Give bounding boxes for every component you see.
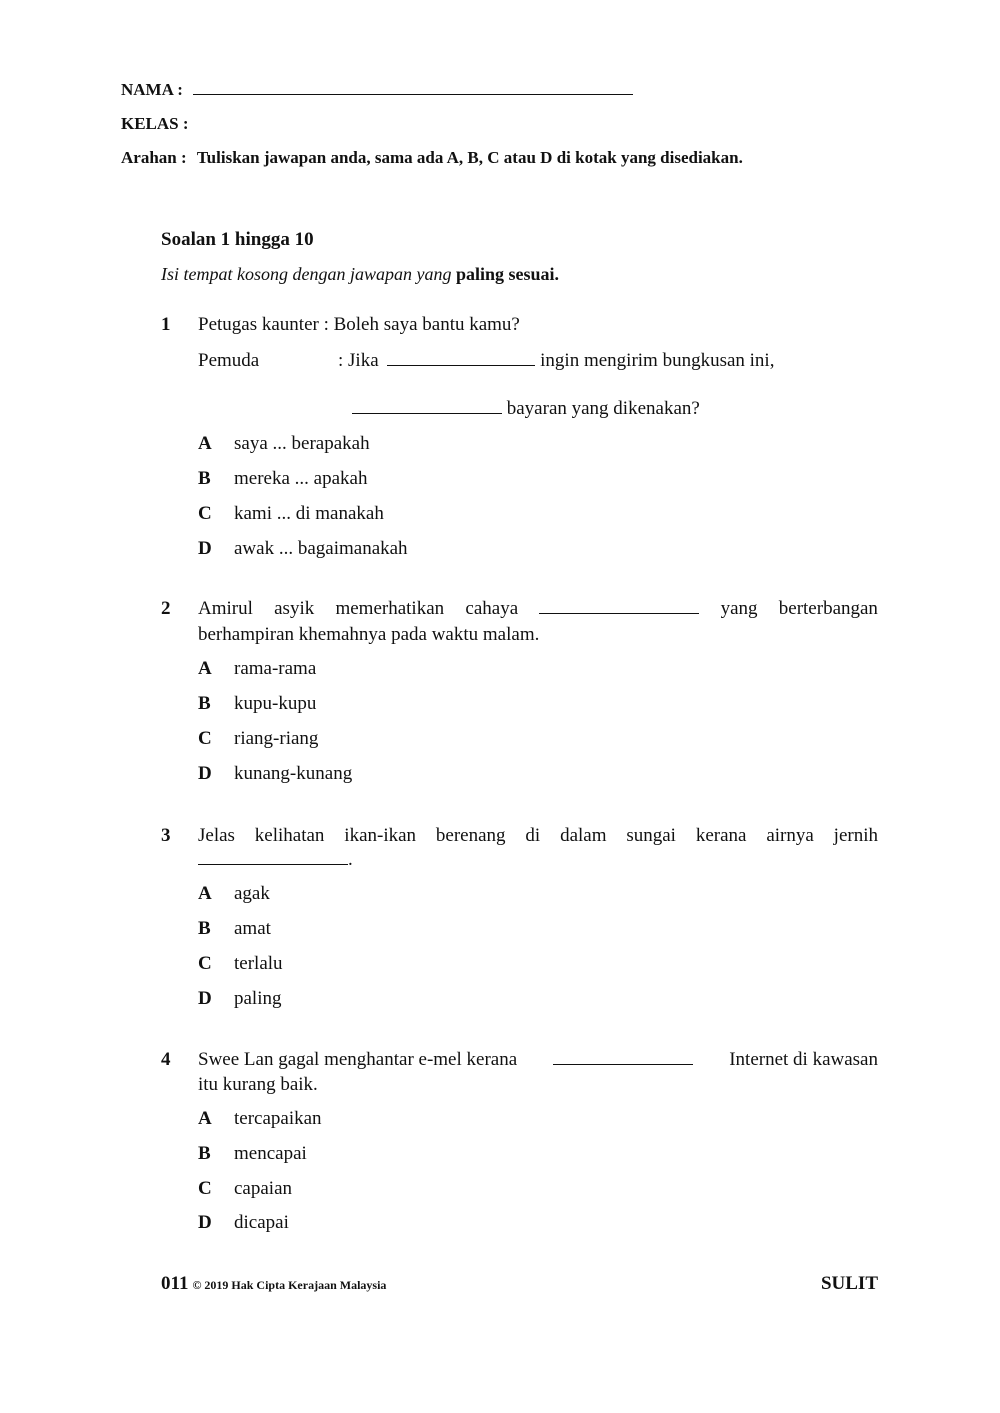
- q3-word: di: [525, 825, 541, 846]
- q2-option-a[interactable]: [198, 658, 212, 680]
- option-letter: B: [198, 918, 211, 939]
- arahan-label: Arahan :: [121, 148, 187, 167]
- footer-code: 011: [161, 1273, 189, 1294]
- q1-line1-text: Boleh saya bantu kamu?: [333, 314, 520, 335]
- q2-line2: berhampiran khemahnya pada waktu malam.: [198, 624, 540, 645]
- q3-option-a-text: agak: [234, 883, 270, 904]
- q1-option-c[interactable]: [198, 503, 212, 525]
- q2-option-b-text: kupu-kupu: [234, 693, 317, 714]
- q2-blank[interactable]: [539, 613, 699, 614]
- kelas-label: KELAS :: [121, 114, 189, 133]
- arahan-row: [121, 148, 743, 168]
- q3-blank[interactable]: [198, 864, 348, 865]
- q1-option-b[interactable]: [198, 468, 211, 490]
- q2-option-c[interactable]: [198, 728, 212, 750]
- q4-after-blank: Internet di kawasan: [729, 1049, 878, 1070]
- q3-word: kelihatan: [254, 825, 325, 846]
- q4-number: 4: [161, 1049, 171, 1070]
- option-letter: A: [198, 658, 212, 679]
- q3-number: 3: [161, 825, 171, 846]
- q4-option-b[interactable]: [198, 1143, 211, 1165]
- q2-option-d[interactable]: [198, 763, 212, 785]
- q1-line2: [338, 350, 774, 372]
- footer-copyright: © 2019 Hak Cipta Kerajaan Malaysia: [192, 1278, 387, 1292]
- option-letter: D: [198, 538, 212, 559]
- q2-word: asyik: [274, 598, 315, 619]
- q2-option-a-text: rama-rama: [234, 658, 317, 679]
- q2-line1: [198, 598, 878, 620]
- q3-word: dalam: [560, 825, 607, 846]
- option-letter: B: [198, 1143, 211, 1164]
- nama-row: [121, 80, 633, 100]
- q3-word: Jelas: [198, 825, 235, 846]
- q1-speaker2: Pemuda: [198, 350, 260, 371]
- option-letter: C: [198, 728, 212, 749]
- q1-line1: [198, 314, 520, 336]
- q1-option-a-text: saya ... berapakah: [234, 433, 370, 454]
- q1-option-c-text: kami ... di manakah: [234, 503, 384, 524]
- option-letter: B: [198, 468, 211, 489]
- q2-word: yang: [720, 598, 758, 619]
- q1-line3: [352, 398, 700, 420]
- q4-before-blank: Swee Lan gagal menghantar e-mel kerana: [198, 1049, 518, 1070]
- option-letter: A: [198, 433, 212, 454]
- q4-option-a[interactable]: [198, 1108, 212, 1130]
- footer-classification: SULIT: [820, 1273, 878, 1294]
- q2-word: memerhatikan: [335, 598, 445, 619]
- q3-line2: [198, 849, 353, 871]
- q4-option-c-text: capaian: [234, 1178, 293, 1199]
- q2-option-c-text: riang-riang: [234, 728, 319, 749]
- section-title: Soalan 1 hingga 10: [161, 229, 314, 250]
- option-letter: A: [198, 1108, 212, 1129]
- q4-blank[interactable]: [553, 1064, 693, 1065]
- option-letter: C: [198, 503, 212, 524]
- q1-number: 1: [161, 314, 171, 335]
- q1-speaker1: Petugas kaunter :: [198, 314, 329, 335]
- q4-line1: [198, 1049, 878, 1071]
- q4-option-d[interactable]: [198, 1212, 212, 1234]
- q4-line2: itu kurang baik.: [198, 1074, 318, 1095]
- q1-blank-1[interactable]: [387, 365, 535, 366]
- q4-option-c[interactable]: [198, 1178, 212, 1200]
- q4-option-a-text: tercapaikan: [234, 1108, 322, 1129]
- option-letter: D: [198, 763, 212, 784]
- q3-line1: [198, 825, 878, 847]
- q2-word: cahaya: [465, 598, 519, 619]
- q3-option-c[interactable]: [198, 953, 212, 975]
- option-letter: D: [198, 988, 212, 1009]
- q3-end-punct: .: [348, 849, 353, 870]
- q3-word: jernih: [833, 825, 878, 846]
- q1-option-d[interactable]: [198, 538, 212, 560]
- q3-word: ikan-ikan: [344, 825, 417, 846]
- option-letter: A: [198, 883, 212, 904]
- q3-option-a[interactable]: [198, 883, 212, 905]
- option-letter: D: [198, 1212, 212, 1233]
- option-letter: B: [198, 693, 211, 714]
- nama-label: NAMA :: [121, 80, 183, 99]
- q1-after-blank1: ingin mengirim bungkusan ini,: [540, 350, 775, 371]
- q1-blank-2[interactable]: [352, 413, 502, 414]
- option-letter: C: [198, 953, 212, 974]
- arahan-text: Tuliskan jawapan anda, sama ada A, B, C atau D di kotak yang disediakan.: [196, 148, 743, 167]
- q1-colon-jika: : Jika: [338, 350, 379, 371]
- q3-option-c-text: terlalu: [234, 953, 283, 974]
- footer-left: [161, 1273, 386, 1295]
- section-instruction-bold: paling sesuai.: [455, 264, 560, 284]
- section-instruction-italic: Isi tempat kosong dengan jawapan yang: [161, 264, 452, 284]
- q3-option-d-text: paling: [234, 988, 282, 1009]
- q1-option-a[interactable]: [198, 433, 212, 455]
- q3-word: sungai: [626, 825, 676, 846]
- q4-option-b-text: mencapai: [234, 1143, 307, 1164]
- q4-option-d-text: dicapai: [234, 1212, 289, 1233]
- option-letter: C: [198, 1178, 212, 1199]
- q2-word: berterbangan: [778, 598, 878, 619]
- q1-option-d-text: awak ... bagaimanakah: [234, 538, 408, 559]
- nama-input-line[interactable]: [193, 94, 633, 95]
- q1-option-b-text: mereka ... apakah: [234, 468, 368, 489]
- q2-option-b[interactable]: [198, 693, 211, 715]
- q1-after-blank2: bayaran yang dikenakan?: [506, 398, 700, 419]
- q2-option-d-text: kunang-kunang: [234, 763, 353, 784]
- q3-word: kerana: [695, 825, 747, 846]
- q3-option-b-text: amat: [234, 918, 271, 939]
- q3-option-d[interactable]: [198, 988, 212, 1010]
- q2-number: 2: [161, 598, 171, 619]
- q3-word: airnya: [766, 825, 814, 846]
- q2-word: Amirul: [198, 598, 253, 619]
- section-instruction: [161, 264, 559, 285]
- q3-word: berenang: [435, 825, 506, 846]
- q3-option-b[interactable]: [198, 918, 211, 940]
